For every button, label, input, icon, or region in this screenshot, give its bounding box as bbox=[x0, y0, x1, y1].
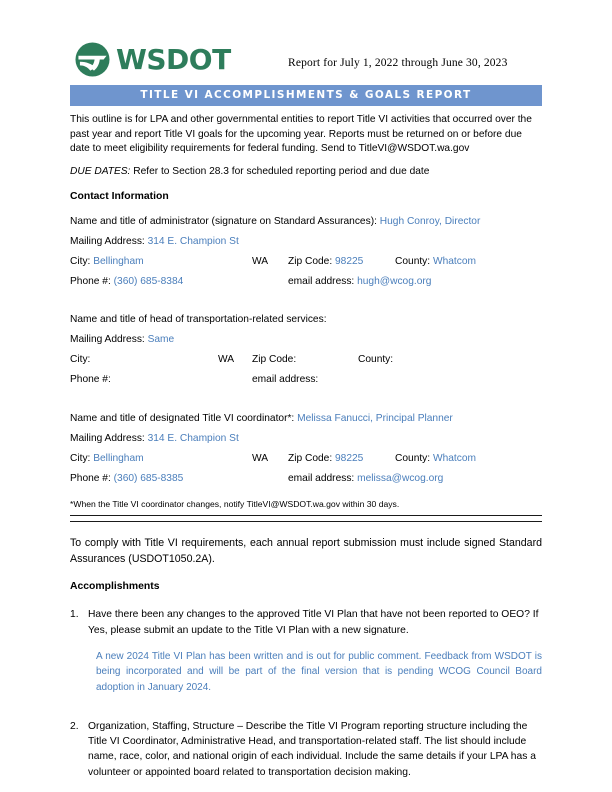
coordinator-phone-row bbox=[70, 469, 542, 489]
state-label: WA bbox=[252, 453, 269, 465]
coordinator-zip-value[interactable]: 98225 bbox=[335, 453, 364, 465]
accomplishments-heading: Accomplishments bbox=[70, 581, 160, 593]
due-dates-label: DUE DATES: bbox=[70, 165, 131, 177]
state-label: WA bbox=[218, 354, 235, 366]
administrator-zip-field bbox=[288, 252, 363, 272]
county-label: County: bbox=[395, 453, 431, 465]
section-divider bbox=[70, 515, 542, 522]
city-label: City: bbox=[70, 256, 91, 268]
coordinator-name-value[interactable]: Melissa Fanucci, Principal Planner bbox=[297, 413, 453, 425]
phone-label: Phone #: bbox=[70, 276, 111, 288]
administrator-email-value[interactable]: hugh@wcog.org bbox=[357, 276, 432, 288]
contact-block-transportation-head bbox=[70, 310, 542, 390]
report-period-text: Report for July 1, 2022 through June 30, 2023 bbox=[288, 57, 508, 69]
coordinator-zip-field bbox=[288, 449, 363, 469]
coordinator-email-field bbox=[288, 469, 443, 489]
administrator-city-value[interactable]: Bellingham bbox=[93, 256, 144, 268]
report-title-banner: TITLE VI ACCOMPLISHMENTS & GOALS REPORT bbox=[70, 85, 542, 106]
transportation-head-county-field bbox=[358, 350, 393, 370]
administrator-phone-value[interactable]: (360) 685-8384 bbox=[113, 276, 184, 288]
coordinator-phone-value[interactable]: (360) 685-8385 bbox=[113, 473, 184, 485]
zip-label: Zip Code: bbox=[288, 453, 333, 465]
transportation-head-mailing-value[interactable]: Same bbox=[147, 334, 175, 346]
coordinator-footnote: *When the Title VI coordinator changes, notify TitleVI@WSDOT.wa.gov within 30 days. bbox=[70, 499, 400, 510]
transportation-head-phone-row bbox=[70, 370, 542, 390]
email-label: email address: bbox=[288, 276, 355, 288]
county-label: County: bbox=[358, 354, 394, 366]
transportation-head-email-field bbox=[252, 370, 318, 390]
county-label: County: bbox=[395, 256, 431, 268]
administrator-county-field bbox=[395, 252, 476, 272]
administrator-city-row bbox=[70, 252, 542, 272]
document-content bbox=[70, 40, 542, 780]
administrator-county-value[interactable]: Whatcom bbox=[432, 256, 476, 268]
question-item-2 bbox=[70, 719, 542, 780]
wsdot-highway-circle-icon bbox=[74, 41, 111, 78]
administrator-name-label: Name and title of administrator (signature on Standard Assurances): bbox=[70, 216, 377, 228]
email-label: email address: bbox=[288, 473, 355, 485]
administrator-zip-value[interactable]: 98225 bbox=[335, 256, 364, 268]
coordinator-name-row bbox=[70, 409, 542, 429]
city-label: City: bbox=[70, 354, 91, 366]
wsdot-wordmark: WSDOT bbox=[116, 42, 231, 76]
contact-block-administrator bbox=[70, 212, 542, 292]
due-dates-text: Refer to Section 28.3 for scheduled reporting period and due date bbox=[130, 165, 430, 177]
coordinator-county-field bbox=[395, 449, 476, 469]
transportation-head-city-row bbox=[70, 350, 542, 370]
question-prompt-1: Have there been any changes to the approved Title VI Plan that have not been reported to OEO? If Yes, please submit an update to the Title VI Plan with a new signature. bbox=[88, 609, 539, 636]
transportation-head-name-row bbox=[70, 310, 542, 330]
zip-label: Zip Code: bbox=[252, 354, 297, 366]
question-number-1: 1. bbox=[70, 609, 79, 621]
phone-label: Phone #: bbox=[70, 374, 111, 386]
compliance-paragraph: To comply with Title VI requirements, each annual report submission must include signed Standard Assurances (USDOT1050.2A). bbox=[70, 537, 542, 565]
intro-paragraph: This outline is for LPA and other governmental entities to report Title VI activities that occurred over the past year and report Title VI goals for the upcoming year. Reports must be returned on or before due date to meet eligibility requirements for federal funding. Send to TitleVI@WSDOT.wa.gov bbox=[70, 114, 532, 155]
coordinator-mailing-value[interactable]: 314 E. Champion St bbox=[147, 433, 239, 445]
city-label: City: bbox=[70, 453, 91, 465]
administrator-mailing-row bbox=[70, 232, 542, 252]
phone-label: Phone #: bbox=[70, 473, 111, 485]
question-answer-1[interactable]: A new 2024 Title VI Plan has been written and is out for public comment. Feedback from WSDOT is being incorporated and will be part of the final version that is pending WCOG Council Board adoption in January 2024. bbox=[96, 650, 542, 693]
contact-block-title-vi-coordinator bbox=[70, 409, 542, 489]
due-dates-line bbox=[70, 165, 542, 180]
question-item-1 bbox=[70, 607, 542, 695]
document-header bbox=[70, 40, 542, 82]
email-label: email address: bbox=[252, 374, 319, 386]
coordinator-city-row bbox=[70, 449, 542, 469]
administrator-phone-row bbox=[70, 272, 542, 292]
coordinator-city-value[interactable]: Bellingham bbox=[93, 453, 144, 465]
coordinator-name-label: Name and title of designated Title VI coordinator*: bbox=[70, 413, 295, 425]
contact-information-heading: Contact Information bbox=[70, 191, 169, 203]
administrator-mailing-value[interactable]: 314 E. Champion St bbox=[147, 236, 239, 248]
administrator-email-field bbox=[288, 272, 431, 292]
mailing-address-label: Mailing Address: bbox=[70, 433, 145, 445]
coordinator-mailing-row bbox=[70, 429, 542, 449]
coordinator-county-value[interactable]: Whatcom bbox=[432, 453, 476, 465]
transportation-head-mailing-row bbox=[70, 330, 542, 350]
mailing-address-label: Mailing Address: bbox=[70, 236, 145, 248]
coordinator-email-value[interactable]: melissa@wcog.org bbox=[357, 473, 444, 485]
transportation-head-name-label: Name and title of head of transportation-related services: bbox=[70, 314, 327, 326]
question-number-2: 2. bbox=[70, 721, 79, 732]
administrator-name-row bbox=[70, 212, 542, 232]
zip-label: Zip Code: bbox=[288, 256, 333, 268]
transportation-head-zip-field bbox=[252, 350, 296, 370]
wsdot-logo bbox=[74, 41, 231, 78]
mailing-address-label: Mailing Address: bbox=[70, 334, 145, 346]
administrator-name-value[interactable]: Hugh Conroy, Director bbox=[379, 216, 481, 228]
state-label: WA bbox=[252, 256, 269, 268]
question-prompt-2: Organization, Staffing, Structure – Describe the Title VI Program reporting structure including the Title VI Coordinator, Administrative Head, and transportation-related staff. The list should include name, race, color, and national origin of each individual. Include the same details if your LPA has a volunteer or appointed board related to transportation decision making. bbox=[88, 721, 536, 778]
